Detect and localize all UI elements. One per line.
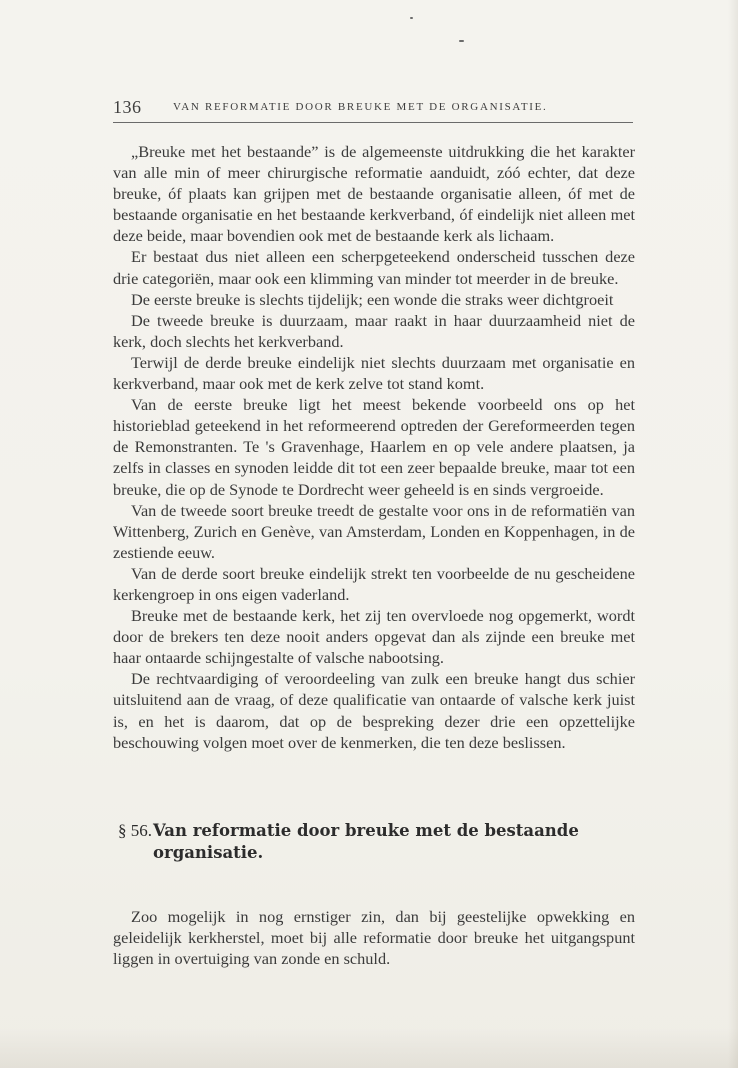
page-edge-shadow [728, 0, 738, 1068]
paragraph: „Breuke met het bestaande” is de algemeenste uitdrukking die het karakter van alle min of meer chirurgische reformatie aanduidt, zóó echter, dat deze breuke, óf plaats kan grijpen met de bestaande organisatie alleen, óf met de bestaande organisatie en het bestaande kerkverband, óf eindelijk niet alleen met deze beide, maar bovendien ook met de bestaande kerk als lichaam. [113, 142, 635, 246]
paragraph: Van de derde soort breuke eindelijk strekt ten voorbeelde de nu gescheidene kerkengroep in ons eigen vaderland. [113, 563, 635, 604]
running-title: VAN REFORMATIE DOOR BREUKE MET DE ORGANISATIE. [173, 101, 548, 113]
paragraph: Zoo mogelijk in nog ernstiger zin, dan bij geestelijke opwekking en geleidelijk kerkherstel, moet bij alle reformatie door breuke het uitgangspunt liggen in overtuiging van zonde en schuld. [113, 907, 635, 969]
paragraph: Terwijl de derde breuke eindelijk niet slechts duurzaam met organisatie en kerkverband, maar ook met de kerk zelve tot stand komt. [113, 352, 635, 394]
paragraph: Van de eerste breuke ligt het meest bekende voorbeeld ons op het historieblad geteekend in het reformeerend optreden der Gereformeerden tegen de Remonstranten. Te 's Gravenhage, Haarlem en op vele andere plaatsen, ja zelfs in classes en synoden leidde dit tot een zeer bepaalde breuke, maar tot een breuke, die op de Synode te Dordrecht weer geheeld is en sinds vergroeide. [113, 395, 635, 499]
ink-speck [459, 40, 464, 42]
paragraph: Van de tweede soort breuke treedt de gestalte voor ons in de reformatiën van Wittenberg, Zurich en Genève, van Amsterdam, Londen en Koppenhagen, in de zestiende eeuw. [113, 500, 635, 562]
section-title: Van reformatie door breuke met de bestaande organisatie. [153, 821, 579, 862]
paragraph: Breuke met de bestaande kerk, het zij ten overvloede nog opgemerkt, wordt door de brekers ten deze nooit anders opgevat dan als zijnde een breuke met haar ontaarde schijngestalte of valsche nabootsing. [113, 606, 635, 668]
body-text [113, 141, 635, 753]
ink-speck [410, 17, 413, 19]
section-number: § 56. [118, 821, 152, 840]
paragraph: De rechtvaardiging of veroordeeling van zulk een breuke hangt dus schier uitsluitend aan de vraag, of deze qualificatie van ontaarde of valsche kerk juist is, en het is daarom, dat op de bespreking dezer drie een opzettelijke beschouwing volgen moet over de kenmerken, die ten deze beslissen. [113, 669, 635, 752]
paragraph: De tweede breuke is duurzaam, maar raakt in haar duurzaamheid niet de kerk, doch slechts het kerkverband. [113, 310, 635, 351]
section-body [113, 906, 635, 969]
page-number: 136 [113, 97, 142, 117]
paragraph: Er bestaat dus niet alleen een scherpgeteekend onderscheid tusschen deze drie categoriën, maar ook een klimming van minder tot meerder in de breuke. [113, 247, 635, 288]
paragraph: De eerste breuke is slechts tijdelijk; een wonde die straks weer dichtgroeit [131, 289, 614, 309]
page-bottom-shadow [0, 1028, 738, 1068]
header-rule [113, 122, 633, 123]
